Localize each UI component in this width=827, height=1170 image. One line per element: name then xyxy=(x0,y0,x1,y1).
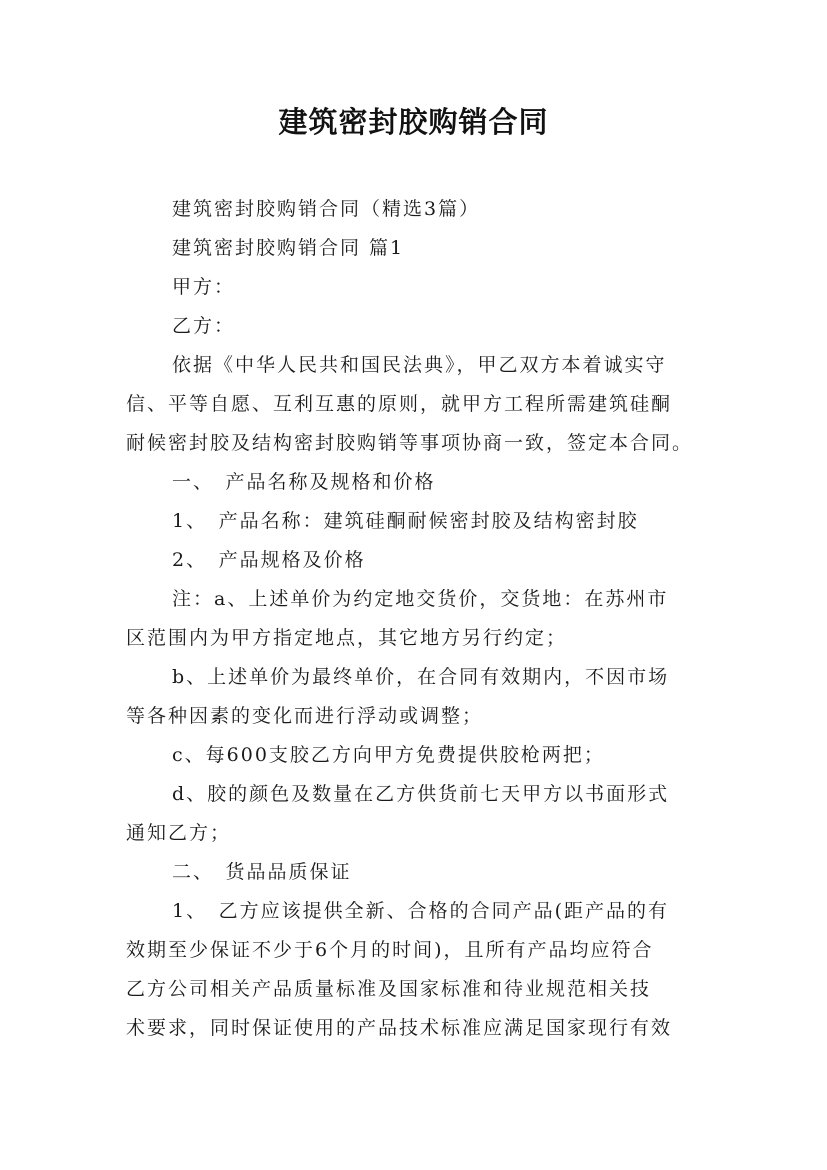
paragraph-line: 一、 产品名称及规格和价格 xyxy=(172,471,436,493)
paragraph-line: 注：a、上述单价为约定地交货价，交货地：在苏州市 xyxy=(172,588,669,610)
paragraph-line: 建筑密封胶购销合同（精选3篇） xyxy=(172,198,481,220)
paragraph-line: 耐候密封胶及结构密封胶购销等事项协商一致，签定本合同。 xyxy=(126,432,694,454)
paragraph-line: 乙方： xyxy=(172,315,236,337)
document-body xyxy=(126,190,702,1048)
paragraph-line: 1、 乙方应该提供全新、合格的合同产品(距产品的有 xyxy=(172,900,670,922)
document-title: 建筑密封胶购销合同 xyxy=(278,105,549,139)
paragraph-line: 效期至少保证不少于6个月的时间)，且所有产品均应符合 xyxy=(126,939,654,961)
paragraph-line: 信、平等自愿、互利互惠的原则，就甲方工程所需建筑硅酮 xyxy=(126,393,673,415)
paragraph-line: 通知乙方； xyxy=(126,822,232,844)
paragraph-line: 二、 货品品质保证 xyxy=(172,861,352,883)
paragraph-line: 乙方公司相关产品质量标准及国家标准和待业规范相关技 xyxy=(126,978,652,1000)
paragraph-line: 术要求，同时保证使用的产品技术标准应满足国家现行有效 xyxy=(126,1017,673,1039)
paragraph-line: c、每600支胶乙方向甲方免费提供胶枪两把； xyxy=(172,744,605,766)
paragraph-line: 甲方： xyxy=(172,276,236,298)
paragraph-line: 依据《中华人民共和国民法典》，甲乙双方本着诚实守 xyxy=(172,354,667,376)
paragraph-line: 1、 产品名称：建筑硅酮耐候密封胶及结构密封胶 xyxy=(172,510,639,532)
paragraph-line: b、上述单价为最终单价，在合同有效期内，不因市场 xyxy=(172,666,670,688)
paragraph-line: 区范围内为甲方指定地点，其它地方另行约定； xyxy=(126,627,568,649)
paragraph-line: d、胶的颜色及数量在乙方供货前七天甲方以书面形式 xyxy=(172,783,670,805)
paragraph-line: 等各种因素的变化而进行浮动或调整； xyxy=(126,705,484,727)
paragraph-line: 建筑密封胶购销合同 篇1 xyxy=(172,237,405,259)
paragraph-line: 2、 产品规格及价格 xyxy=(172,549,366,571)
